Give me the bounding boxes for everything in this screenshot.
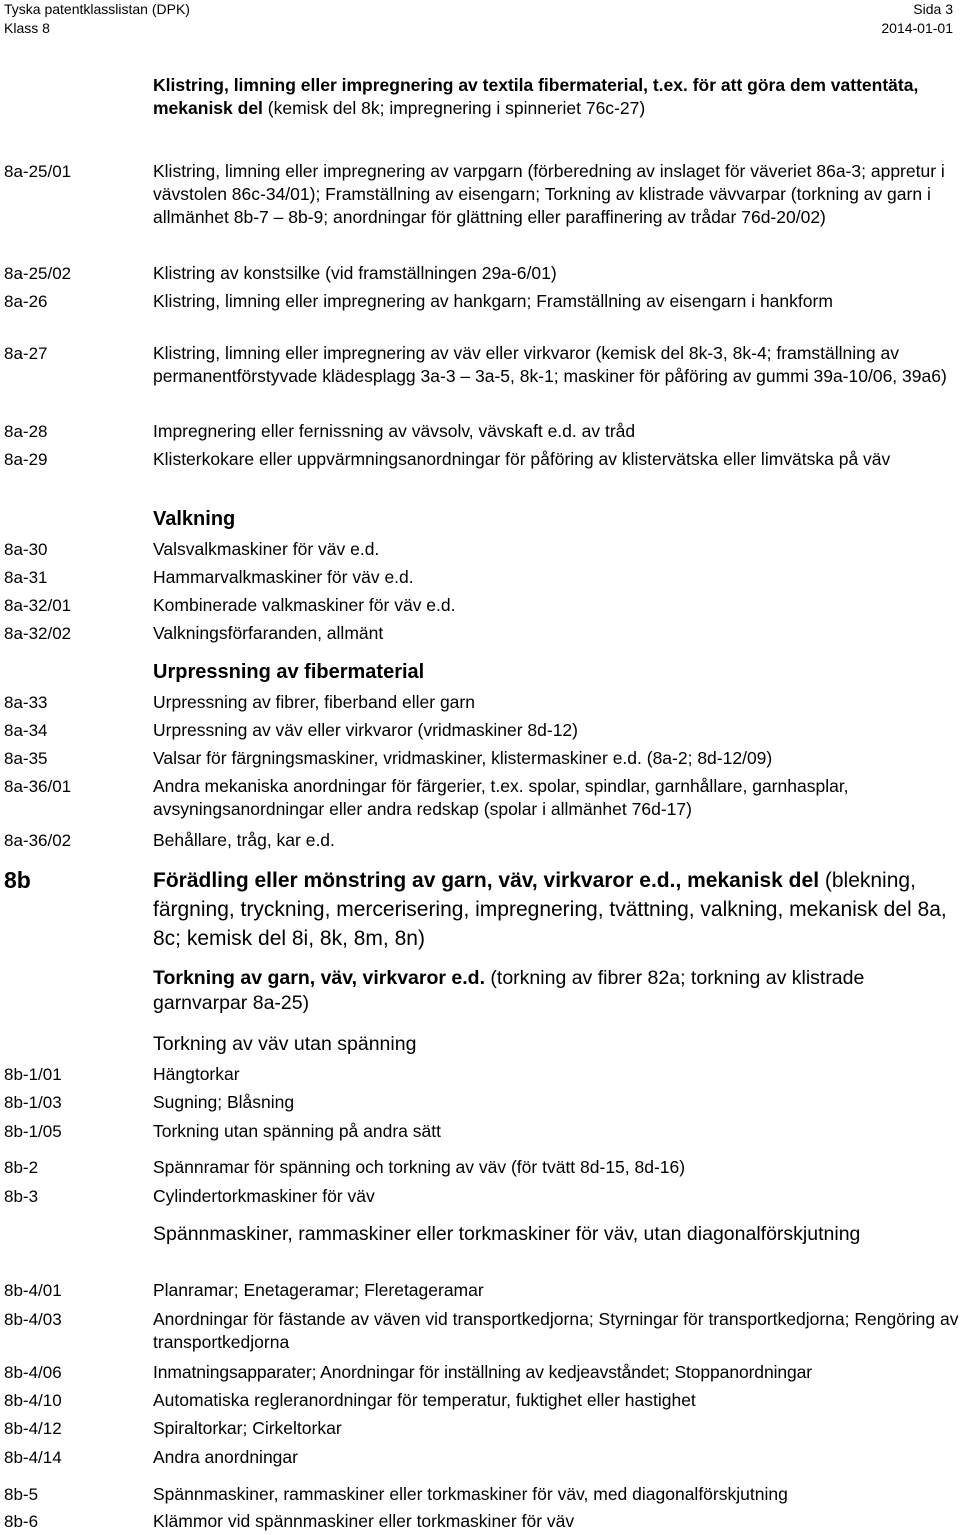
entry-description: Hängtorkar (153, 1064, 240, 1084)
entry-description: Valsar för färgningsmaskiner, vridmaskiner, klistermaskiner e.d. (8a-2; 8d-12/09) (153, 748, 773, 768)
section-heading-text: Spännmaskiner, rammaskiner eller torkmaskiner för väv, utan diagonalförskjutning (153, 1223, 861, 1245)
entry-description: Urpressning av väv eller virkvaror (vridmaskiner 8d-12) (153, 720, 578, 740)
entry-description: Torkning utan spänning på andra sätt (153, 1121, 441, 1141)
entry-code: 8a-28 (4, 422, 48, 441)
entry-code: 8b-4/10 (4, 1391, 62, 1410)
entry-description: Planramar; Enetageramar; Fleretageramar (153, 1280, 484, 1300)
entry-code: 8b-4/01 (4, 1281, 62, 1300)
entry-code: 8a-32/02 (4, 624, 72, 643)
entry-code: 8b-1/01 (4, 1065, 62, 1084)
entry-code: 8b-4/14 (4, 1448, 62, 1467)
entry-description: Sugning; Blåsning (153, 1092, 295, 1112)
group-description: Torkning av garn, väv, virkvaror e.d. (torkning av fibrer 82a; torkning av klistrade garnvarpar 8a-25) (153, 967, 865, 1014)
section-heading-text: Valkning (153, 508, 236, 530)
entry-description: Klisterkokare eller uppvärmningsanordningar för påföring av klistervätska eller limvätska på väv (153, 449, 891, 469)
entry-description: Behållare, tråg, kar e.d. (153, 830, 335, 850)
class-description: Förädling eller mönstring av garn, väv, virkvaror e.d., mekanisk del (blekning, färgning, tryckning, mercerisering, impregnering, tvättning, valkning, mekanisk del 8a, 8c; kemisk del 8i, 8k, 8m, 8n) (153, 869, 947, 950)
document-date: 2014-01-01 (881, 20, 953, 36)
entry-code: 8a-25/02 (4, 264, 72, 283)
entry-description: Valkningsförfaranden, allmänt (153, 623, 384, 643)
entry-description: Urpressning av fibrer, fiberband eller garn (153, 692, 475, 712)
class-label: Klass 8 (4, 20, 50, 36)
entry-code: 8b-2 (4, 1158, 39, 1177)
entry-description: Kombinerade valkmaskiner för väv e.d. (153, 595, 456, 615)
entry-description: Cylindertorkmaskiner för väv (153, 1186, 375, 1206)
entry-description: Inmatningsapparater; Anordningar för inställning av kedjeavståndet; Stoppanordningar (153, 1362, 812, 1382)
section-heading-text: Torkning av väv utan spänning (153, 1033, 417, 1055)
entry-description: Impregnering eller fernissning av vävsolv, vävskaft e.d. av tråd (153, 421, 636, 441)
entry-code: 8a-33 (4, 693, 48, 712)
entry-code: 8a-29 (4, 450, 48, 469)
entry-description: Klämmor vid spännmaskiner eller torkmaskiner för väv (153, 1511, 575, 1531)
entry-code: 8b-1/05 (4, 1122, 62, 1141)
entry-description: Spiraltorkar; Cirkeltorkar (153, 1418, 342, 1438)
entry-description: Spännmaskiner, rammaskiner eller torkmaskiner för väv, med diagonalförskjutning (153, 1484, 788, 1504)
section-heading-text: Urpressning av fibermaterial (153, 661, 425, 683)
entry-description: Valsvalkmaskiner för väv e.d. (153, 539, 380, 559)
entry-code: 8b-3 (4, 1187, 39, 1206)
entry-code: 8a-30 (4, 540, 48, 559)
entry-description: Automatiska regleranordningar för temperatur, fuktighet eller hastighet (153, 1390, 696, 1410)
entry-description: Klistring, limning eller impregnering av varpgarn (förberedning av inslaget för väveriet 86a-3; appretur i vävstolen 86c-34/01); Framställning av eisengarn; Torkning av klistrade vävvarpar (torkning av garn i allmänhet 8b-7 – 8b-9; anordningar för glättning eller paraffinering av trådar 76d-20/02) (153, 161, 945, 227)
entry-code: 8b-4/12 (4, 1419, 62, 1438)
entry-description: Andra mekaniska anordningar för färgerier, t.ex. spolar, spindlar, garnhållare, garnhasplar, avsyningsanordningar eller andra redskap (spolar i allmänhet 76d-17) (153, 776, 849, 819)
entry-description: Spännramar för spänning och torkning av väv (för tvätt 8d-15, 8d-16) (153, 1157, 686, 1177)
entry-code: 8b-4/03 (4, 1310, 62, 1329)
entry-code: 8b-5 (4, 1485, 39, 1504)
entry-description: Anordningar för fästande av väven vid transportkedjorna; Styrningar för transportkedjorna; Rengöring av transportkedjorna (153, 1309, 959, 1352)
entry-code: 8a-35 (4, 749, 48, 768)
entry-description: Hammarvalkmaskiner för väv e.d. (153, 567, 414, 587)
entry-description: Klistring, limning eller impregnering av hankgarn; Framställning av eisengarn i hankform (153, 291, 833, 311)
entry-code: 8b-6 (4, 1512, 39, 1531)
entry-code: 8a-26 (4, 292, 48, 311)
entry-code: 8a-34 (4, 721, 48, 740)
entry-description: Klistring, limning eller impregnering av textila fibermaterial, t.ex. för att göra dem vattentäta, mekanisk del (kemisk del 8k; impregnering i spinneriet 76c-27) (153, 75, 919, 118)
entry-code: 8a-36/01 (4, 777, 72, 796)
class-code: 8b (4, 867, 31, 893)
entry-description: Klistring av konstsilke (vid framställningen 29a-6/01) (153, 263, 557, 283)
entry-code: 8a-32/01 (4, 596, 72, 615)
entry-code: 8a-36/02 (4, 831, 72, 850)
entry-code: 8b-4/06 (4, 1363, 62, 1382)
entry-description: Andra anordningar (153, 1447, 298, 1467)
document-title: Tyska patentklasslistan (DPK) (4, 1, 190, 17)
entry-description: Klistring, limning eller impregnering av väv eller virkvaror (kemisk del 8k-3, 8k-4; framställning av permanentförstyvade klädesplagg 3a-3 – 3a-5, 8k-1; maskiner för påföring av gummi 39a-10/06, 39a6) (153, 343, 947, 386)
entry-code: 8a-27 (4, 344, 48, 363)
entry-code: 8a-31 (4, 568, 48, 587)
page-number: Sida 3 (913, 1, 953, 17)
entry-code: 8b-1/03 (4, 1093, 62, 1112)
entry-code: 8a-25/01 (4, 162, 72, 181)
